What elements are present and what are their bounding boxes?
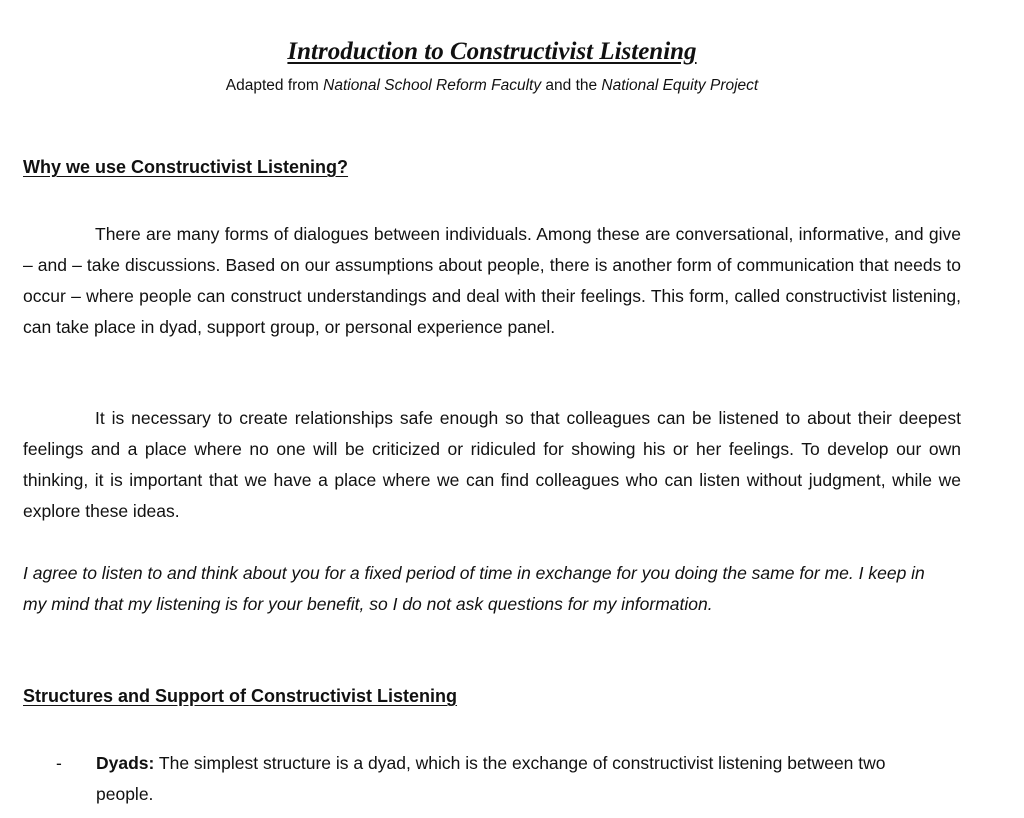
document-title: Introduction to Constructivist Listening [287,38,697,65]
paragraph-dialogue-forms: There are many forms of dialogues between individuals. Among these are conversational, informative, and give – and – take discussions. Based on our assumptions about people, there is another form of communication that needs to occur – where people can construct understandings and deal with their feelings. This form, called constructivist listening, can take place in dyad, support group, or personal experience panel. [23,224,961,337]
subtitle-source-1: National School Reform Faculty [323,77,542,94]
subtitle-source-2: National Equity Project [601,77,759,94]
bullet-term: Dyads: [96,753,155,773]
bullet-marker: - [56,753,62,773]
section-heading-structures: Structures and Support of Constructivist Listening [23,686,458,706]
section-heading-why: Why we use Constructivist Listening? [23,157,349,177]
bullet-description: The simplest structure is a dyad, which is the exchange of constructivist listening between two people. [96,753,886,804]
subtitle-prefix: Adapted from [225,77,324,94]
paragraph-safe-relationships: It is necessary to create relationships safe enough so that colleagues can be listened to about their deepest feelings and a place where no one will be criticized or ridiculed for showing his or her feelings. To develop our own thinking, it is important that we have a place where we can find colleagues who can listen without judgment, while we explore these ideas. [23,408,961,521]
subtitle-middle: and the [541,77,602,94]
bullet-body [96,748,916,810]
listening-agreement-quote: I agree to listen to and think about you for a fixed period of time in exchange for you doing the same for me. I keep in my mind that my listening is for your benefit, so I do not ask questions for my information. [23,563,925,614]
document-subtitle [0,77,984,95]
